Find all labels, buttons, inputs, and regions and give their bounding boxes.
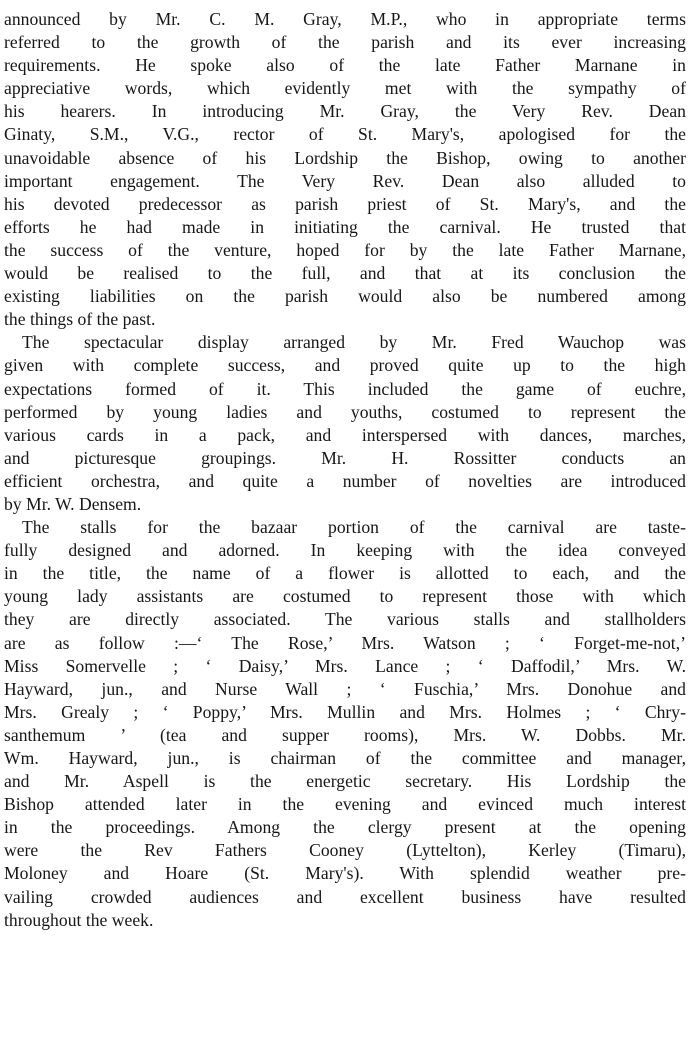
- text-line: would be realised to the full, and that at its conclusion the: [4, 263, 686, 284]
- paragraph-carnival-opening: [4, 8, 686, 331]
- paragraph-spectacular-display: [4, 331, 686, 516]
- newspaper-column: [4, 8, 686, 1058]
- text-line: requirements. He spoke also of the late Father Marnane in: [4, 55, 686, 76]
- text-line: The stalls for the bazaar portion of the carnival are taste-: [22, 517, 686, 538]
- text-line: Wm. Hayward, jun., is chairman of the committee and manager,: [4, 748, 686, 768]
- text-line: efficient orchestra, and quite a number of novelties are introduced: [4, 470, 686, 491]
- text-line: Mrs. Grealy ; ‘ Poppy,’ Mrs. Mullin and Mrs. Holmes ; ‘ Chry-: [4, 701, 686, 722]
- paragraph-bazaar-stalls: [4, 516, 686, 932]
- text-line: the things of the past.: [4, 309, 156, 330]
- text-line: his hearers. In introducing Mr. Gray, the Very Rev. Dean: [4, 101, 686, 122]
- text-line: Miss Somervelle ; ‘ Daisy,’ Mrs. Lance ; ‘ Daffodil,’ Mrs. W.: [4, 655, 686, 676]
- text-line: performed by young ladies and youths, costumed to represent the: [4, 401, 686, 422]
- text-line: various cards in a pack, and interspersed with dances, marches,: [4, 424, 686, 445]
- text-line: his devoted predecessor as parish priest of St. Mary's, and the: [4, 193, 686, 214]
- text-line: Ginaty, S.M., V.G., rector of St. Mary's, apologised for the: [4, 124, 686, 145]
- text-line: announced by Mr. C. M. Gray, M.P., who in appropriate terms: [4, 9, 686, 29]
- text-line: by Mr. W. Densem.: [4, 493, 142, 514]
- text-line: given with complete success, and proved quite up to the high: [4, 355, 686, 376]
- text-line: throughout the week.: [4, 909, 154, 930]
- text-line: expectations formed of it. This included the game of euchre,: [4, 378, 686, 399]
- text-line: santhemum ’ (tea and supper rooms), Mrs. W. Dobbs. Mr.: [4, 724, 686, 745]
- text-line: vailing crowded audiences and excellent business have resulted: [4, 886, 686, 907]
- text-line: fully designed and adorned. In keeping with the idea conveyed: [4, 540, 686, 561]
- text-line: The spectacular display arranged by Mr. Fred Wauchop was: [22, 332, 686, 353]
- text-line: young lady assistants are costumed to represent those with which: [4, 586, 686, 607]
- text-line: in the proceedings. Among the clergy present at the opening: [4, 817, 686, 838]
- text-line: Hayward, jun., and Nurse Wall ; ‘ Fuschia,’ Mrs. Donohue and: [4, 678, 686, 699]
- text-line: and picturesque groupings. Mr. H. Rossitter conducts an: [4, 447, 686, 468]
- text-line: in the title, the name of a flower is allotted to each, and the: [4, 563, 686, 584]
- text-line: important engagement. The Very Rev. Dean also alluded to: [4, 170, 686, 191]
- text-line: the success of the venture, hoped for by the late Father Marnane,: [4, 239, 686, 260]
- text-line: Bishop attended later in the evening and evinced much interest: [4, 794, 686, 815]
- text-line: are as follow :—‘ The Rose,’ Mrs. Watson ; ‘ Forget-me-not,’: [4, 632, 686, 653]
- text-line: efforts he had made in initiating the carnival. He trusted that: [4, 216, 686, 237]
- text-line: were the Rev Fathers Cooney (Lyttelton), Kerley (Timaru),: [4, 840, 686, 861]
- text-line: and Mr. Aspell is the energetic secretary. His Lordship the: [4, 771, 686, 792]
- text-line: they are directly associated. The various stalls and stallholders: [4, 609, 686, 630]
- text-line: unavoidable absence of his Lordship the Bishop, owing to another: [4, 147, 686, 168]
- text-line: existing liabilities on the parish would also be numbered among: [4, 286, 686, 307]
- text-line: Moloney and Hoare (St. Mary's). With splendid weather pre-: [4, 863, 686, 884]
- text-line: referred to the growth of the parish and its ever increasing: [4, 32, 686, 53]
- text-line: appreciative words, which evidently met with the sympathy of: [4, 78, 686, 99]
